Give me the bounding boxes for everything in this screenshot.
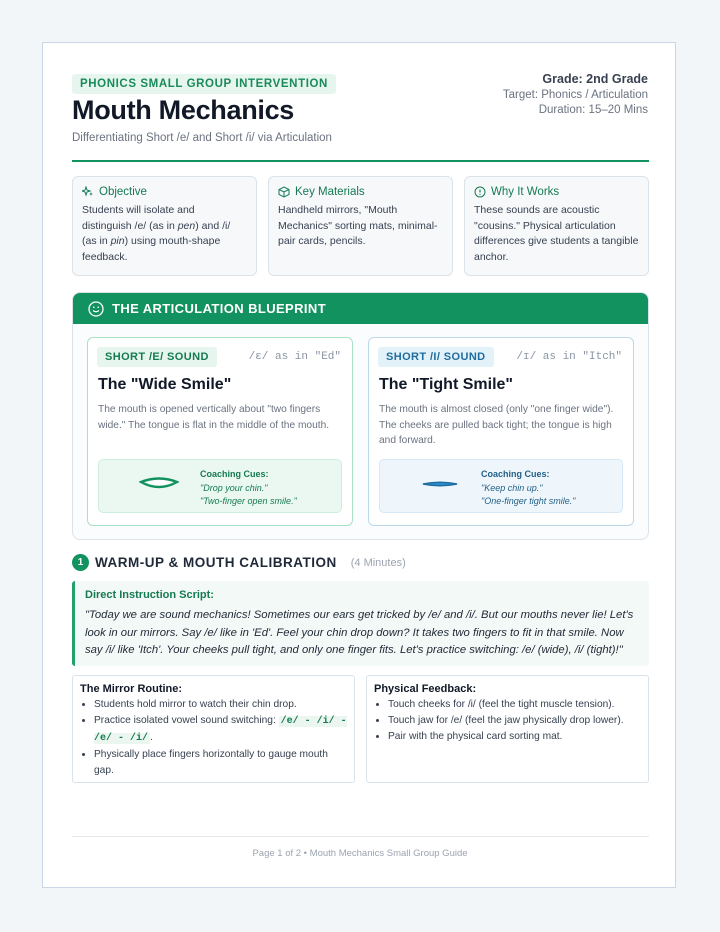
physical-feedback-title: Physical Feedback: [374, 683, 477, 695]
short-e-name: The "Wide Smile" [98, 376, 232, 393]
vowel-sequence-code: /e/ - /i/ - /e/ - /i/ [94, 716, 347, 744]
blueprint-title: THE ARTICULATION BLUEPRINT [112, 301, 327, 316]
mirror-routine-title: The Mirror Routine: [80, 683, 183, 695]
objective-card [72, 176, 257, 276]
worksheet-page [42, 42, 676, 888]
eyebrow-badge: PHONICS SMALL GROUP INTERVENTION [72, 74, 336, 94]
short-i-description: The mouth is almost closed (only "one finger wide"). The cheeks are pulled back tight; the tongue is high and forward. [379, 404, 614, 446]
target-label: Target: Phonics / Articulation [502, 89, 648, 101]
script-label: Direct Instruction Script: [85, 589, 214, 601]
info-cards [72, 176, 649, 276]
section-duration: (4 Minutes) [350, 556, 406, 569]
page-title: Mouth Mechanics [72, 95, 295, 125]
footer-divider [72, 836, 649, 837]
list-item: • Practice isolated vowel sound switching: /e/ - /i/ - /e/ - /i/ . [94, 713, 347, 747]
short-i-ipa: /ɪ/ as in "Itch" [516, 351, 622, 363]
short-i-name: The "Tight Smile" [379, 376, 513, 393]
tight-mouth-icon [420, 476, 460, 492]
sparkle-icon [82, 186, 94, 198]
list-item: • Pair with the physical card sorting mat. [388, 729, 641, 745]
short-i-card [368, 337, 634, 526]
section-number: 1 [72, 554, 89, 571]
materials-title: Key Materials [295, 186, 365, 198]
short-e-description: The mouth is opened vertically about "two fingers wide." The tongue is flat in the middle of the mouth. [98, 404, 330, 431]
list-item: • Touch cheeks for /i/ (feel the tight muscle tension). [388, 697, 641, 713]
short-e-ipa: /ɛ/ as in "Ed" [248, 351, 341, 363]
header-divider [72, 160, 649, 162]
physical-feedback-list [374, 697, 641, 745]
why-card-header [474, 186, 639, 198]
list-item: • Touch jaw for /e/ (feel the jaw physically drop lower). [388, 713, 641, 729]
short-i-cue-1: "Keep chin up." [481, 483, 543, 493]
physical-feedback-box [366, 675, 649, 783]
grade-label: Grade: 2nd Grade [542, 72, 648, 86]
short-e-coaching-box [98, 459, 342, 513]
section-1-heading [72, 554, 406, 571]
objective-card-header [82, 186, 247, 198]
short-i-cue-label: Coaching Cues: [481, 469, 550, 479]
short-e-cue-1: "Drop your chin." [200, 483, 268, 493]
section-title: WARM-UP & MOUTH CALIBRATION [95, 555, 337, 570]
page-subtitle: Differentiating Short /e/ and Short /i/ via Articulation [72, 132, 332, 144]
short-e-cue-2: "Two-finger open smile." [200, 496, 297, 506]
blueprint-header [73, 293, 648, 324]
short-e-cues [200, 469, 297, 508]
short-i-coaching-box [379, 459, 623, 513]
objective-text: Students will isolate and distinguish /e/ (as in pen) and /i/ (as in pin) using mouth-shape feedback. [82, 204, 231, 263]
short-e-tag: SHORT /E/ SOUND [97, 347, 217, 367]
materials-card [268, 176, 453, 276]
lesson-meta [503, 72, 648, 116]
why-text: These sounds are acoustic "cousins." Physical articulation differences give students a tangible anchor. [474, 204, 639, 263]
short-i-tag: SHORT /I/ SOUND [378, 347, 494, 367]
mirror-routine-list [80, 697, 347, 779]
instruction-script [72, 581, 649, 666]
script-text: "Today we are sound mechanics! Sometimes our ears get tricked by /e/ and /i/. But our mouths never lie! Let's look in our mirrors. Say /e/ like in 'Ed'. Feel your chin drop down? It takes two fingers to fit in that smile. Now say /i/ like 'Itch'. Your cheeks pull tight, and only one finger fits. Let's practice switching: /e/ (wide), /i/ (tight)!" [85, 609, 634, 656]
materials-card-header [278, 186, 443, 198]
short-i-cues [481, 469, 575, 508]
articulation-blueprint [72, 292, 649, 540]
short-e-cue-label: Coaching Cues: [200, 469, 269, 479]
mirror-routine-box [72, 675, 355, 783]
smile-icon [88, 301, 104, 317]
objective-title: Objective [99, 186, 147, 198]
list-item: • Physically place fingers horizontally to gauge mouth gap. [94, 747, 347, 779]
page-footer: Page 1 of 2 • Mouth Mechanics Small Group Guide [252, 848, 468, 859]
box-icon [278, 186, 290, 198]
short-i-cue-2: "One-finger tight smile." [481, 496, 576, 506]
duration-label: Duration: 15–20 Mins [538, 104, 648, 116]
wide-mouth-icon [139, 476, 179, 492]
why-title: Why It Works [491, 186, 560, 198]
short-e-card [87, 337, 353, 526]
list-item: • Students hold mirror to watch their chin drop. [94, 697, 347, 713]
info-icon [474, 186, 486, 198]
materials-text: Handheld mirrors, "Mouth Mechanics" sorting mats, minimal-pair cards, pencils. [278, 204, 438, 247]
why-card [464, 176, 649, 276]
